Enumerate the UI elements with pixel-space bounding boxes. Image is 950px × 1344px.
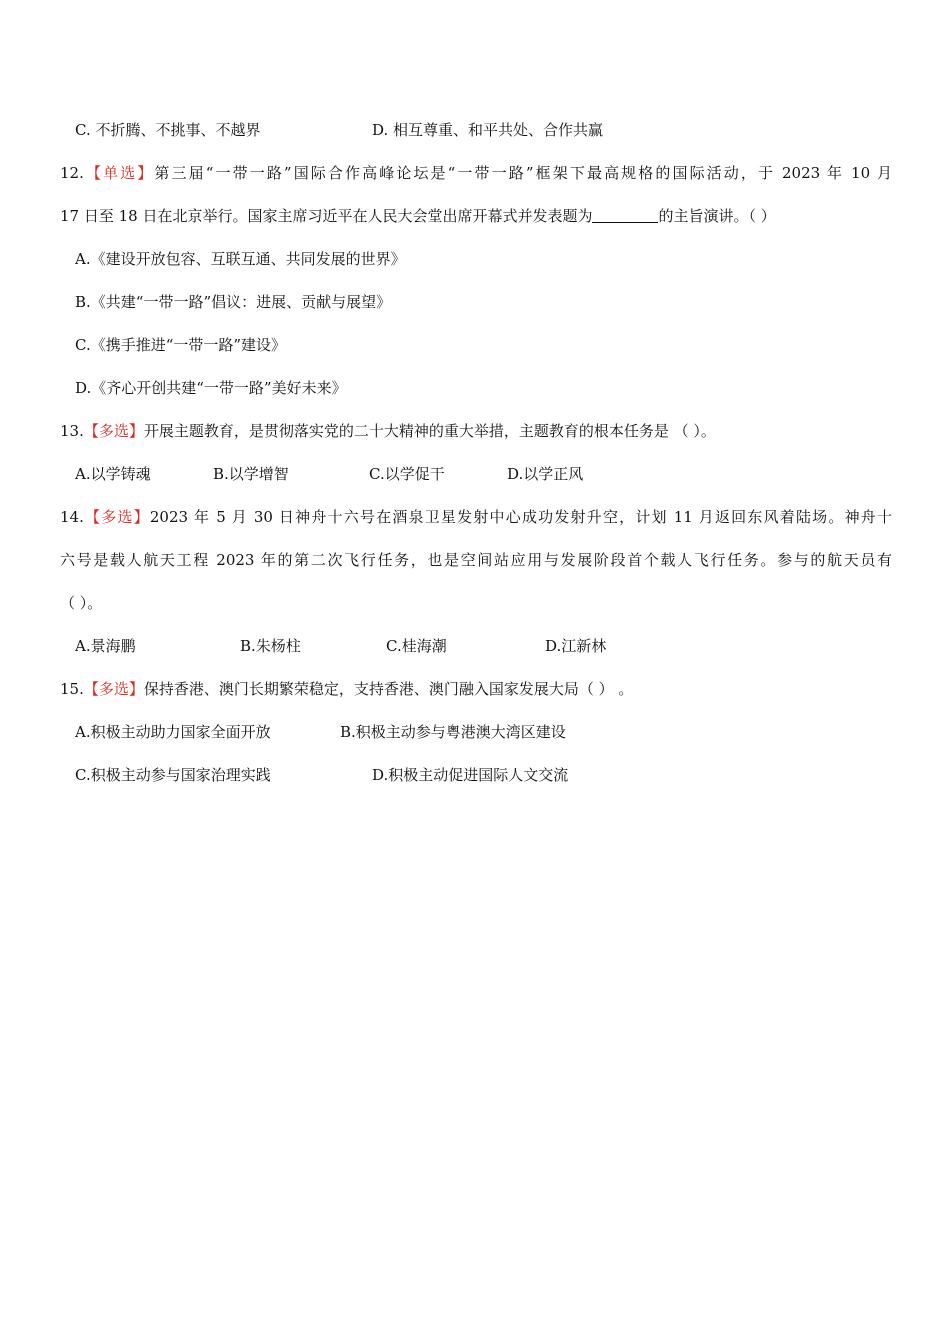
q12-option-b: B.《共建“一带一路”倡议：进展、贡献与展望》 <box>75 293 392 311</box>
q14-option-b: B.朱杨柱 <box>240 637 301 655</box>
q12-fill-blank <box>592 208 658 223</box>
q15-number: 15. <box>60 680 84 698</box>
q11-option-c: C. 不折腾、不挑事、不越界 <box>75 121 261 139</box>
q15-stem <box>60 679 633 699</box>
q14-option-c: C.桂海潮 <box>386 637 447 655</box>
q15-option-b: B.积极主动参与粤港澳大湾区建设 <box>340 723 566 741</box>
q12-stem-text: 第三届“一带一路”国际合作高峰论坛是“一带一路”框架下最高规格的国际活动，于 2023 年 10 月 <box>154 164 892 182</box>
q15-option-d: D.积极主动促进国际人文交流 <box>372 766 569 784</box>
q14-option-d: D.江新林 <box>545 637 607 655</box>
q14-stem-line2: 六号是载人航天工程 2023 年的第二次飞行任务，也是空间站应用与发展阶段首个载人飞行任务。参与的航天员有 <box>60 551 892 569</box>
q13-option-d: D.以学正风 <box>507 465 584 483</box>
q14-option-a: A.景海鹏 <box>75 637 136 655</box>
q13-stem-text: 开展主题教育，是贯彻落实党的二十大精神的重大举措，主题教育的根本任务是 （ ）。 <box>143 422 716 440</box>
q12-stem-line2 <box>60 206 776 226</box>
q12-option-a: A.《建设开放包容、互联互通、共同发展的世界》 <box>75 250 406 268</box>
q13-number: 13. <box>60 422 84 440</box>
q14-type-tag: 【多选】 <box>83 508 150 526</box>
q11-option-d: D. 相互尊重、和平共处、合作共赢 <box>372 121 604 139</box>
q12-stem-line1 <box>60 163 892 183</box>
q13-option-a: A.以学铸魂 <box>75 465 151 483</box>
q13-option-b: B.以学增智 <box>213 465 289 483</box>
q13-stem <box>60 421 716 441</box>
q15-option-c: C.积极主动参与国家治理实践 <box>75 766 271 784</box>
q12-type-tag: 【单选】 <box>83 164 155 182</box>
q12-stem-text-2: 17 日至 18 日在北京举行。国家主席习近平在人民大会堂出席开幕式并发表题为 <box>60 207 593 225</box>
q15-type-tag: 【多选】 <box>83 680 144 698</box>
q15-option-a: A.积极主动助力国家全面开放 <box>75 723 271 741</box>
q14-stem-line3: （ ）。 <box>60 594 103 612</box>
q13-option-c: C.以学促干 <box>369 465 445 483</box>
q14-stem-text: 2023 年 5 月 30 日神舟十六号在酒泉卫星发射中心成功发射升空，计划 11 月返回东风着陆场。神舟十 <box>149 508 892 526</box>
q15-stem-text: 保持香港、澳门长期繁荣稳定，支持香港、澳门融入国家发展大局（ ） 。 <box>143 680 634 698</box>
q13-type-tag: 【多选】 <box>83 422 144 440</box>
q12-option-c: C.《携手推进“一带一路”建设》 <box>75 336 287 354</box>
q14-number: 14. <box>60 508 84 526</box>
q12-option-d: D.《齐心开创共建“一带一路”美好未来》 <box>75 379 347 397</box>
q14-stem-line1 <box>60 507 892 527</box>
q12-number: 12. <box>60 164 84 182</box>
q12-stem-text-3: 的主旨演讲。（ ） <box>658 207 776 225</box>
